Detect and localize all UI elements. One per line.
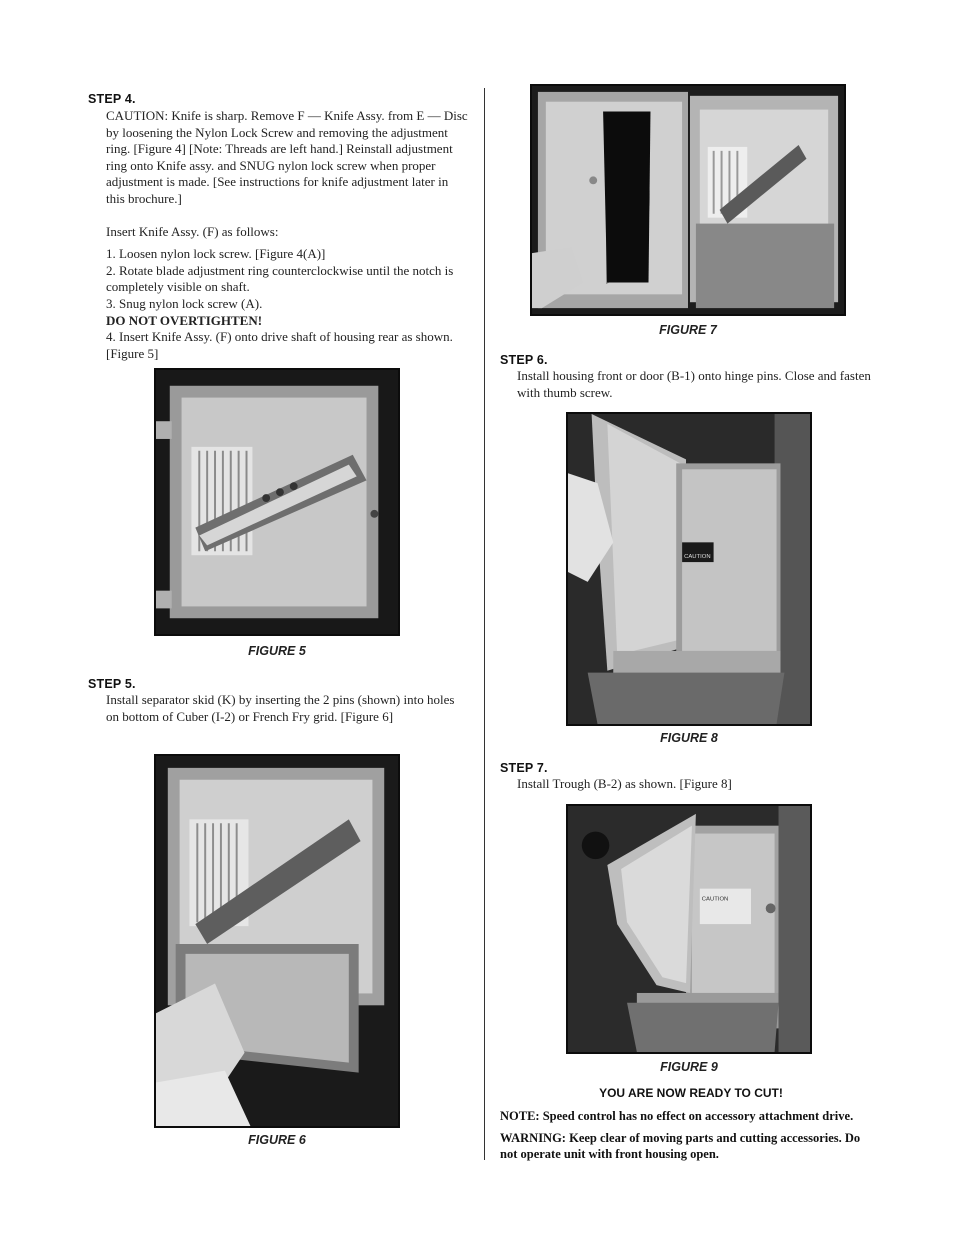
figure7-caption: FIGURE 7 [659, 323, 717, 337]
step5-body: Install separator skid (K) by inserting the 2 pins (shown) into holes on bottom of Cuber (I-2) or French Fry grid. [Figure 6] [106, 692, 455, 724]
figure6-photo [154, 754, 400, 1128]
step4-item3: 3. Snug nylon lock screw (A). [106, 295, 263, 311]
figure8-photo [566, 412, 812, 726]
figure6-caption: FIGURE 6 [248, 1133, 306, 1147]
step7-heading: STEP 7. [500, 761, 548, 775]
step4-item4: 4. Insert Knife Assy. (F) onto drive shaft of housing rear as shown. [Figure 5] [106, 329, 453, 361]
step4-warning: DO NOT OVERTIGHTEN! [106, 312, 263, 328]
step7-body: Install Trough (B-2) as shown. [Figure 8] [517, 776, 732, 791]
speed-control-note: NOTE: Speed control has no effect on accessory attachment drive. [500, 1109, 854, 1123]
figure5-photo [154, 368, 400, 636]
figure8-caution-label: CAUTION [684, 554, 711, 561]
ready-to-cut: YOU ARE NOW READY TO CUT! [599, 1086, 783, 1100]
figure9-caption: FIGURE 9 [660, 1060, 718, 1074]
step6-text [517, 368, 877, 401]
step4-heading: STEP 4. [88, 92, 136, 106]
safety-warning: WARNING: Keep clear of moving parts and cutting accessories. Do not operate unit with front housing open. [500, 1131, 861, 1161]
step5-text [106, 692, 456, 725]
step4-insert-intro: Insert Knife Assy. (F) as follows: [106, 223, 279, 239]
step6-heading: STEP 6. [500, 353, 548, 367]
figure7-photo [530, 84, 846, 316]
figure8-caption: FIGURE 8 [660, 731, 718, 745]
step5-heading: STEP 5. [88, 677, 136, 691]
step4-item2: 2. Rotate blade adjustment ring counterclockwise until the notch is completely visible on shaft. [106, 262, 454, 295]
step4-caution: CAUTION: Knife is sharp. Remove F — Knife Assy. from E — Disc by loosening the Nylon Lock Screw and removing the adjustment ring. [Figure 4] [Note: Threads are left hand.] Reinstall adjustment ring onto Knife assy. and SNUG nylon lock screw when proper adjustment is made. [See instructions for knife adjustment later in this brochure.] [106, 108, 468, 206]
step4-text [106, 108, 468, 362]
figure9-caution-label: CAUTION [701, 896, 729, 903]
column-divider [484, 88, 485, 1160]
step4-item1: 1. Loosen nylon lock screw. [Figure 4(A)] [106, 246, 326, 262]
step6-body: Install housing front or door (B-1) onto hinge pins. Close and fasten with thumb screw. [517, 368, 871, 400]
figure9-photo [566, 804, 812, 1054]
step7-text [517, 776, 877, 793]
figure5-caption: FIGURE 5 [248, 644, 306, 658]
